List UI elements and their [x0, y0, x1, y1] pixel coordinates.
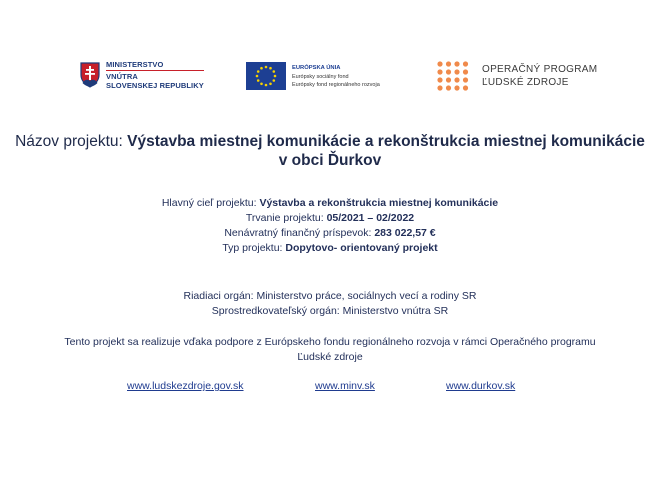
project-title: [0, 132, 660, 170]
intermediate-body: Sprostredkovateľský orgán: Ministerstvo vnútra SR: [211, 305, 449, 317]
links-row: [0, 380, 660, 396]
statement-line1: Tento projekt sa realizuje vďaka podpore z Európskeho fondu regionálneho rozvoja v rámci Operačného programu: [64, 336, 596, 348]
funding-statement: [0, 335, 660, 365]
goal-value: Výstavba a rekonštrukcia miestnej komunikácie: [259, 197, 499, 209]
managing-authority: Riadiaci orgán: Ministerstvo práce, sociálnych vecí a rodiny SR: [183, 290, 477, 302]
goal-row: [0, 196, 660, 211]
type-label: Typ projektu:: [222, 242, 286, 254]
grant-label: Nenávratný finančný príspevok:: [224, 227, 375, 239]
grant-value: 283 022,57 €: [374, 227, 436, 239]
project-name-label: Názov projektu:: [15, 133, 128, 150]
slovak-coat-of-arms-icon: [80, 62, 100, 88]
statement-line2: Ľudské zdroje: [297, 351, 363, 363]
grant-row: [0, 226, 660, 241]
eu-line1: Európsky sociálny fond: [292, 73, 349, 80]
eu-logo: [246, 62, 380, 90]
ministry-line1: MINISTERSTVO: [106, 60, 204, 71]
ministry-logo: [80, 60, 204, 90]
op-logo: [436, 60, 597, 92]
duration-label: Trvanie projektu:: [245, 212, 327, 224]
type-value: Dopytovo- orientovaný projekt: [285, 242, 438, 254]
eu-flag-icon: [246, 62, 286, 90]
op-line2: ĽUDSKÉ ZDROJE: [482, 77, 569, 88]
authorities: [0, 289, 660, 319]
project-details: [0, 196, 660, 256]
link-ludskezdroje[interactable]: www.ludskezdroje.gov.sk: [127, 380, 244, 392]
goal-label: Hlavný cieľ projektu:: [161, 197, 260, 209]
duration-value: 05/2021 – 02/2022: [326, 212, 415, 224]
link-minv[interactable]: www.minv.sk: [315, 380, 375, 392]
dot-grid-icon: [436, 60, 470, 92]
eu-line2: Európsky fond regionálneho rozvoja: [292, 81, 380, 88]
link-durkov[interactable]: www.durkov.sk: [446, 380, 516, 392]
duration-row: [0, 211, 660, 226]
op-line1: OPERAČNÝ PROGRAM: [482, 64, 598, 75]
logo-bar: [0, 58, 660, 102]
ministry-line2: VNÚTRA: [106, 72, 138, 81]
project-name-value-line2: v obci Ďurkov: [278, 152, 382, 169]
type-row: [0, 241, 660, 256]
ministry-line3: SLOVENSKEJ REPUBLIKY: [106, 81, 204, 90]
project-name-value: Výstavba miestnej komunikácie a rekonštrukcia miestnej komunikácie: [127, 133, 645, 150]
eu-heading: EURÓPSKA ÚNIA: [292, 64, 341, 71]
